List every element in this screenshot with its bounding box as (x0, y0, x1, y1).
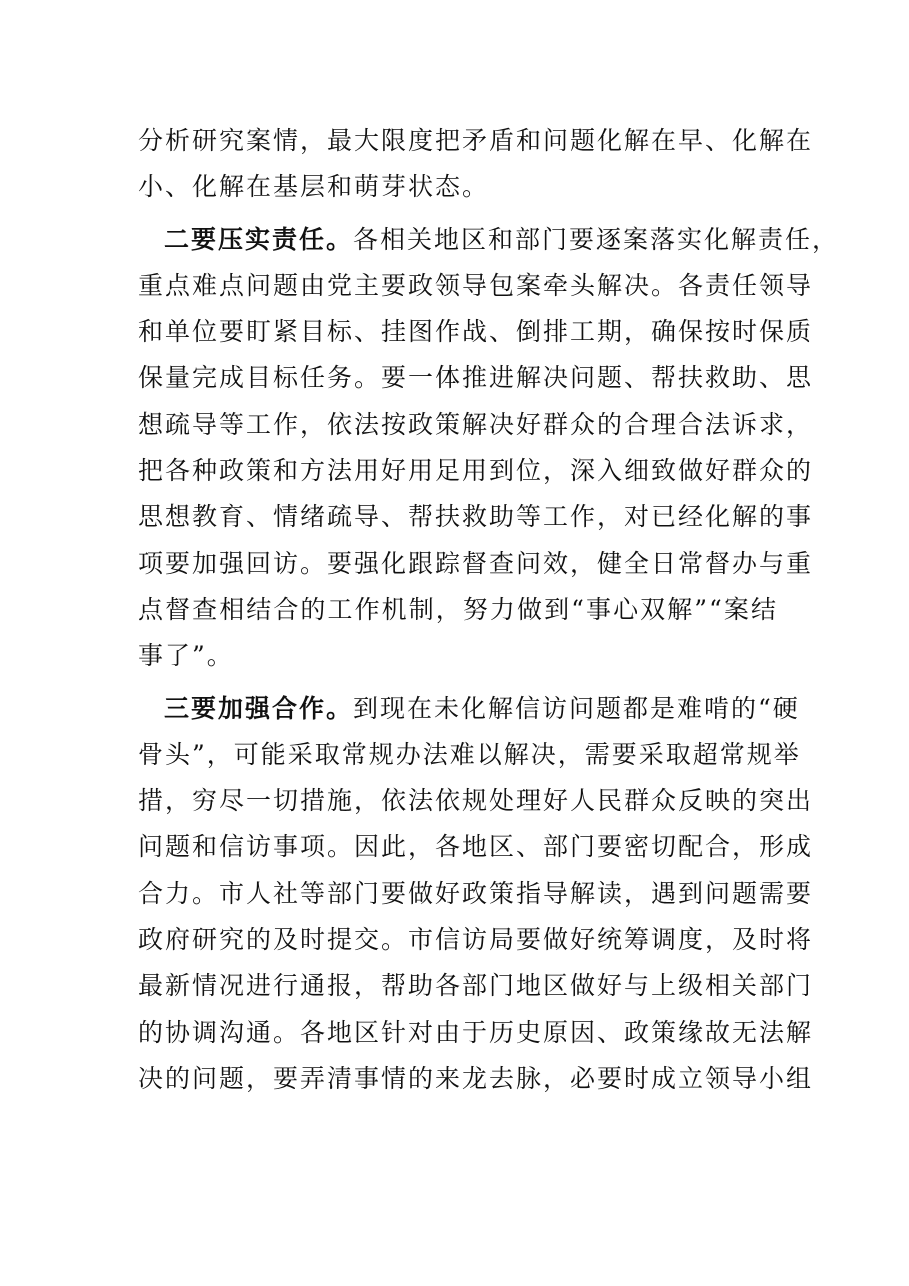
text-span: 到现在未化解信访问题都是难啃的“硬 (353, 693, 800, 723)
text-line: 点督查相结合的工作机制，努力做到“事心双解”“案结 (138, 594, 778, 624)
text-line: 分析研究案情，最大限度把矛盾和问题化解在早、化解在 (138, 126, 814, 155)
document-body (138, 118, 840, 1102)
text-line: 把各种政策和方法用好用足用到位，深入细致做好群众的 (138, 456, 814, 486)
text-line: 想疏导等工作，依法按政策解决好群众的合理合法诉求， (138, 409, 814, 439)
text-line: 重点难点问题由党主要政领导包案牵头解决。各责任领导 (138, 270, 814, 300)
section-heading: 三要加强合作。 (164, 693, 354, 723)
text-line: 小、化解在基层和萌芽状态。 (138, 172, 490, 202)
text-line: 骨头”，可能采取常规办法难以解决，需要采取超常规举 (138, 739, 801, 769)
text-line: 问题和信访事项。因此，各地区、部门要密切配合，形成 (138, 832, 814, 862)
text-line: 措，穷尽一切措施，依法依规处理好人民群众反映的突出 (138, 786, 814, 816)
text-line: 的协调沟通。各地区针对由于历史原因、政策缘故无法解 (138, 1017, 814, 1047)
text-line: 思想教育、情绪疏导、帮扶救助等工作，对已经化解的事 (138, 502, 814, 532)
text-line: 和单位要盯紧目标、挂图作战、倒排工期，确保按时保质 (138, 317, 814, 347)
text-line: 合力。市人社等部门要做好政策指导解读，遇到问题需要 (138, 878, 814, 908)
text-line: 事了”。 (138, 641, 234, 671)
text-line: 政府研究的及时提交。市信访局要做好统筹调度，及时将 (138, 925, 814, 955)
text-line: 保量完成目标任务。要一体推进解决问题、帮扶救助、思 (138, 363, 814, 393)
section-heading: 二要压实责任。 (164, 224, 354, 254)
text-line: 项要加强回访。要强化跟踪督查问效，健全日常督办与重 (138, 548, 814, 578)
text-line: 最新情况进行通报，帮助各部门地区做好与上级相关部门 (138, 971, 814, 1001)
text-span: 各相关地区和部门要逐案落实化解责任， (353, 224, 840, 254)
text-line: 决的问题，要弄清事情的来龙去脉，必要时成立领导小组 (138, 1063, 814, 1093)
paragraph-first-line (138, 217, 840, 263)
paragraph-first-line (138, 686, 800, 732)
